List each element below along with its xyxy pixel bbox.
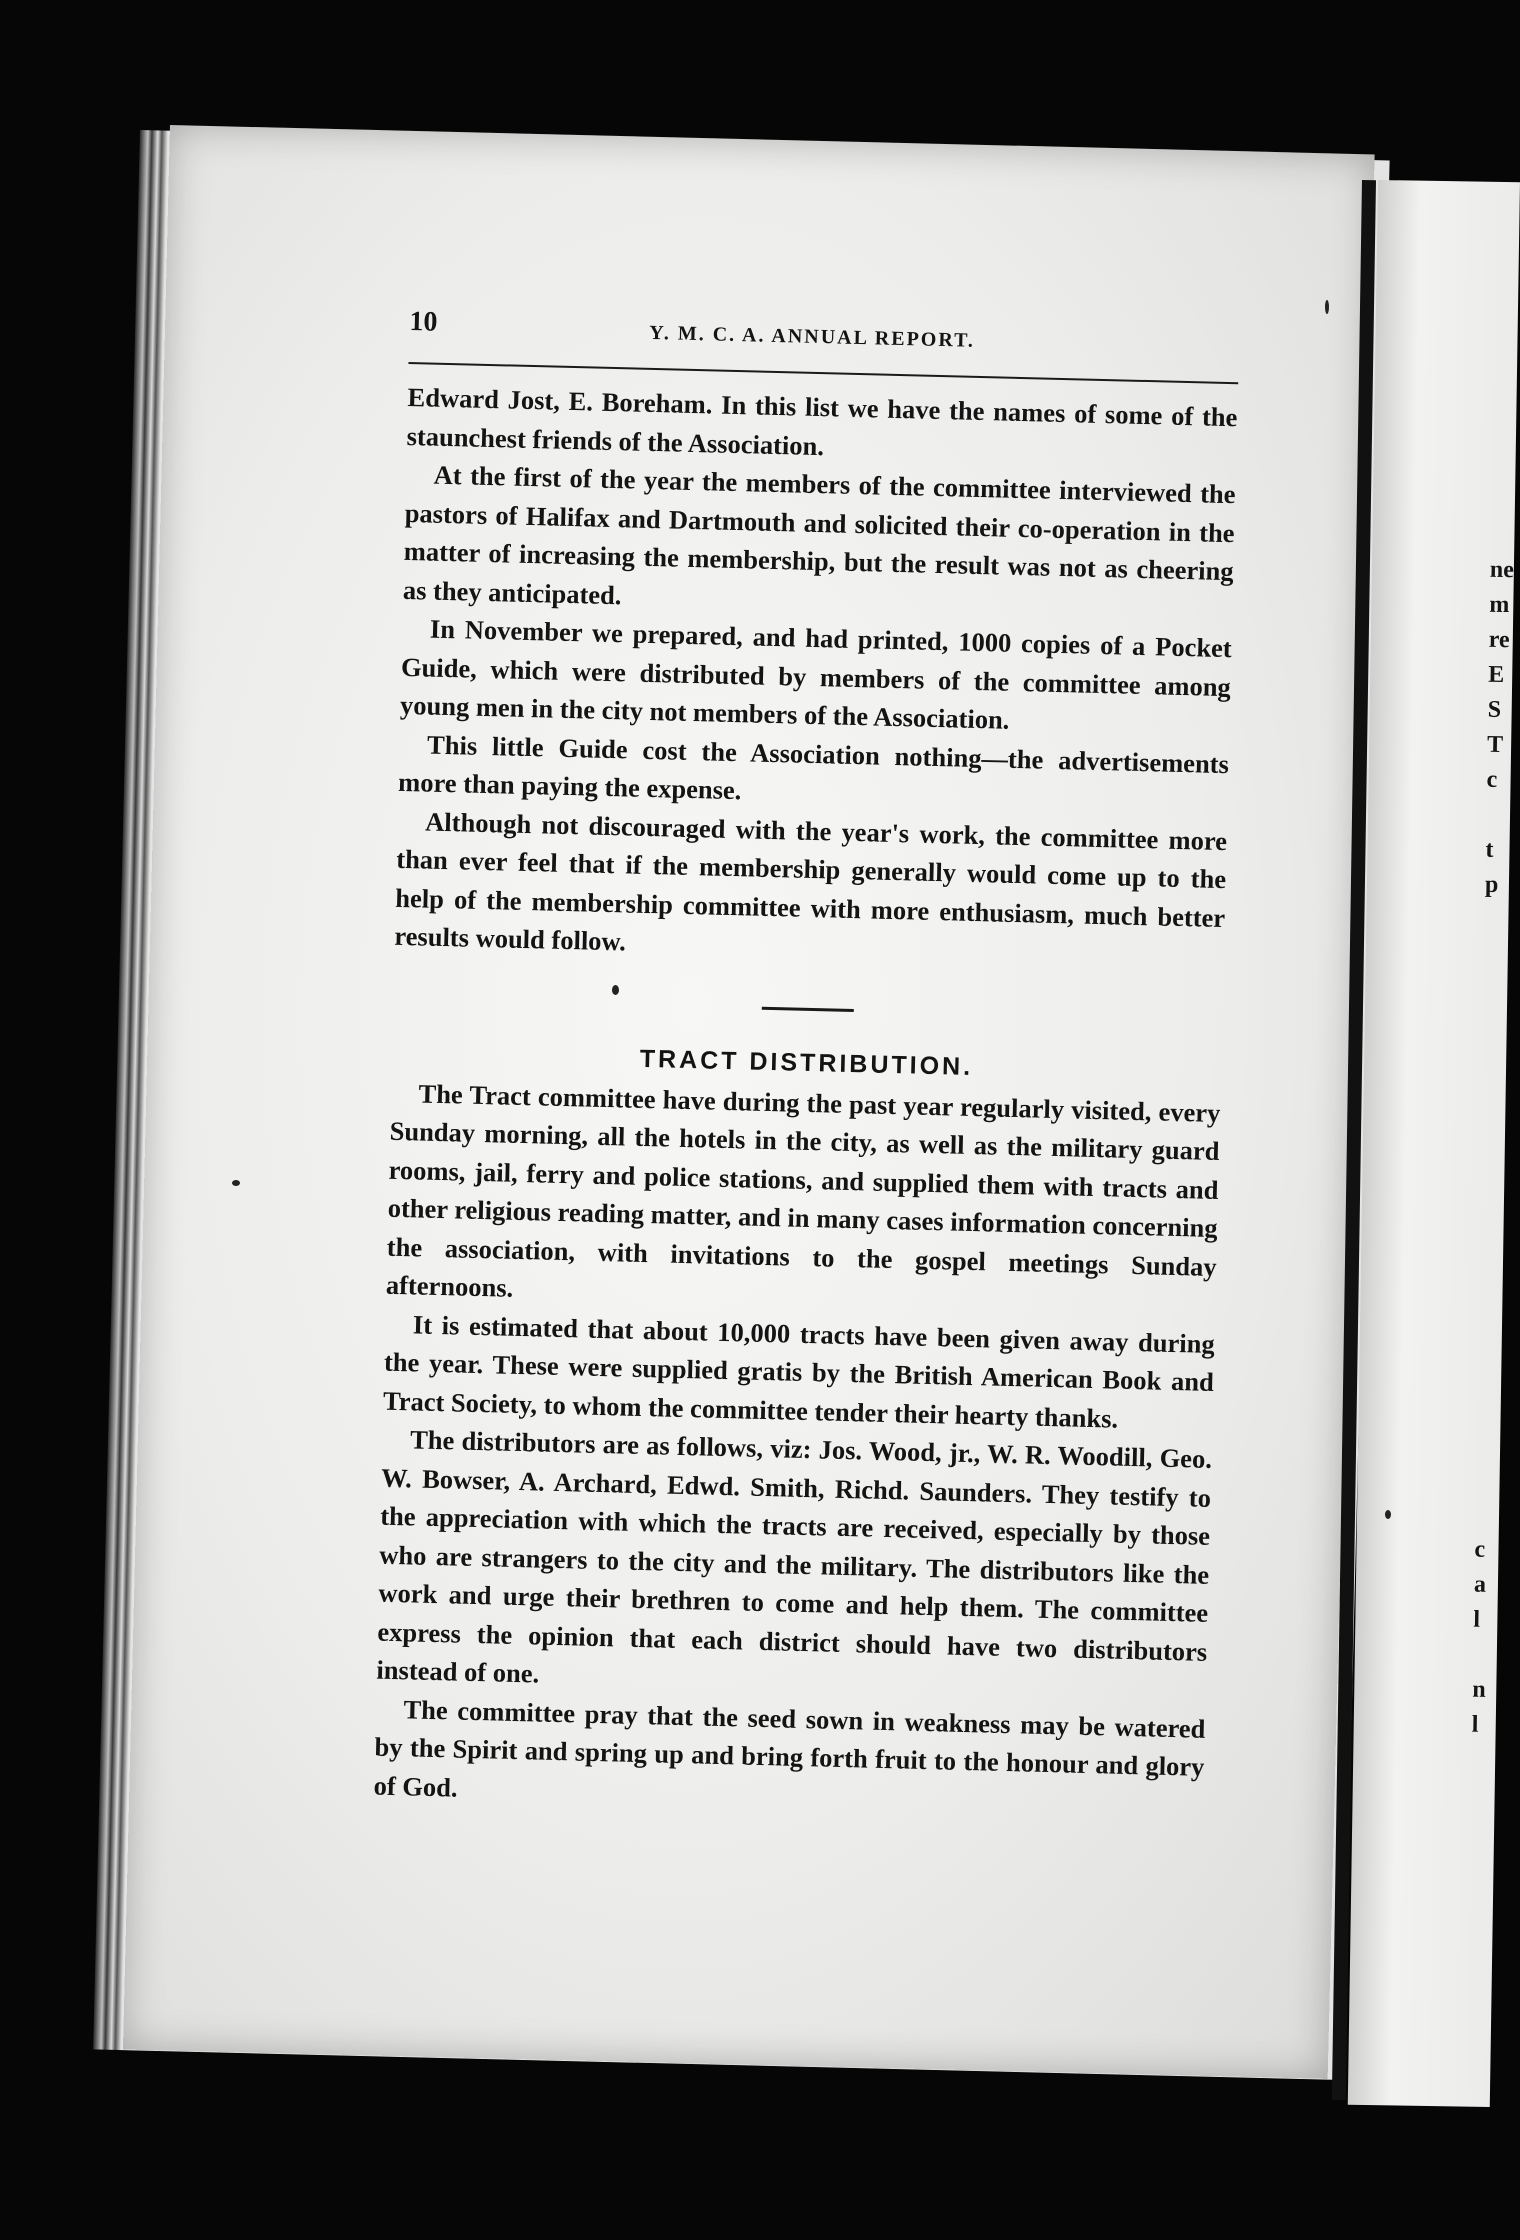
facing-page-fragment: c [1486, 766, 1498, 793]
section-paragraph: The Tract committee have during the past year regularly visited, every Sunday morning, all the hotels in the city, as well as the military guard rooms, jail, ferry and police stations, and supplied them with tracts and other religious reading matter, and in many cases information concerning the association, with invitations to the gospel meetings Sunday afternoons. [385, 1077, 1221, 1303]
facing-page-fragment: ne [1489, 556, 1515, 584]
body-paragraph: Although not discouraged with the year's work, the committee more than ever feel that if the membership generally would come up to the help of the membership committee with more enthusiasm, much better results would follow. [394, 806, 1228, 957]
paper-speck [232, 1180, 240, 1186]
facing-page-fragment: a [1473, 1571, 1487, 1598]
body-paragraph: This little Guide cost the Association nothing—the advertisements more than paying the expense. [397, 729, 1230, 806]
section-divider [762, 1006, 854, 1011]
section-paragraph: The distributors are as follows, viz: Jos. Wood, jr., W. R. Woodill, Geo. W. Bowser, A. Archard, Edwd. Smith, Richd. Saunders. They testify to the appreciation with which the tracts are received, especially by those who are strangers to the city and the military. The distributors like the work and urge their brethren to come and help them. The committee express the opinion that each district should have two distributors instead of one. [376, 1424, 1213, 1689]
paper-speck [1385, 1510, 1391, 1519]
paper-speck [612, 985, 619, 995]
section-heading: TRACT DISTRIBUTION. [639, 1044, 974, 1081]
facing-page-fragment: l [1473, 1606, 1481, 1633]
body-paragraph: Edward Jost, E. Boreham. In this list we have the names of some of the staunchest friends of the Association. [406, 381, 1238, 461]
facing-page-fragment: m [1489, 591, 1510, 619]
page-content [373, 300, 1240, 1825]
section-paragraph: The committee pray that the seed sown in weakness may be watered by the Spirit and spring up and bring forth fruit to the honour and glory of God. [373, 1693, 1206, 1803]
facing-page-fragment: l [1471, 1711, 1479, 1738]
paper-speck [1325, 300, 1329, 314]
running-head: Y. M. C. A. ANNUAL REPORT. [648, 321, 976, 352]
page-number: 10 [409, 305, 438, 338]
facing-page-fragment: n [1472, 1676, 1486, 1703]
facing-page-fragment: E [1488, 661, 1505, 689]
facing-page-edge [1348, 180, 1520, 2107]
body-paragraph: In November we prepared, and had printed, 1000 copies of a Pocket Guide, which were distributed by members of the committee among young men in the city not members of the Association. [399, 613, 1233, 735]
section-paragraph: It is estimated that about 10,000 tracts have been given away during the year. These were supplied gratis by the British American Book and Tract Society, to whom the committee tender their hearty thanks. [382, 1308, 1216, 1434]
facing-page-fragment: T [1486, 731, 1504, 759]
facing-page-fragment: re [1488, 626, 1510, 654]
facing-page-fragment: t [1485, 836, 1494, 863]
facing-page-fragment: S [1487, 696, 1502, 723]
body-paragraph: At the first of the year the members of the committee interviewed the pastors of Halifax and Dartmouth and solicited their co-operation in the matter of increasing the membership, but the result was not as cheering as they anticipated. [402, 459, 1236, 610]
facing-page-fragment: p [1484, 871, 1499, 898]
facing-page-fragment: c [1474, 1536, 1486, 1563]
